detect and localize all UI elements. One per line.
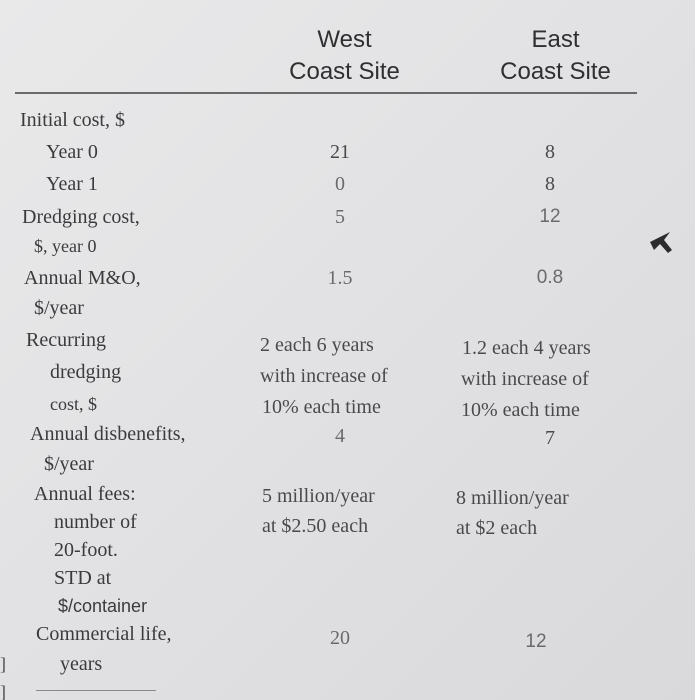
west-coast-column-header: [262, 24, 427, 88]
initial-cost-label: Initial cost, $: [20, 109, 125, 131]
east-coast-column-header: [478, 24, 633, 88]
life-west-value: 20: [330, 627, 350, 649]
dredging-east-value: 12: [539, 206, 561, 227]
left-edge-mark: ]: [0, 654, 6, 674]
disbenefits-east-value: 7: [545, 427, 555, 449]
recurring-west-line2: with increase of: [260, 365, 388, 387]
recurring-cost-label: cost, $: [50, 394, 97, 414]
year1-west-value: 0: [335, 173, 345, 195]
recurring-label: Recurring: [26, 329, 106, 351]
recurring-east-line1: 1.2 each 4 years: [462, 337, 591, 359]
west-header-line1: West: [317, 26, 372, 53]
annual-mo-unit-label: $/year: [34, 297, 84, 319]
annual-mo-west-value: 1.5: [327, 267, 353, 289]
recurring-dredging-label: dredging: [50, 361, 122, 383]
left-edge-mark-2: ]: [0, 682, 6, 700]
life-east-value: 12: [525, 631, 547, 652]
fees-west-line1: 5 million/year: [262, 485, 375, 507]
annual-mo-label: Annual M&O,: [24, 267, 141, 289]
commercial-life-unit-label: years: [60, 653, 103, 675]
fees-west-line2: at $2.50 each: [262, 515, 369, 537]
east-header-line1: East: [531, 26, 580, 53]
fees-east-line2: at $2 each: [456, 517, 538, 539]
dredging-west-value: 5: [335, 206, 345, 228]
recurring-west-line3: 10% each time: [262, 396, 381, 418]
header-rule: [15, 92, 637, 94]
dredging-cost-unit-label: $, year 0: [34, 236, 97, 256]
annual-fees-label: Annual fees:: [34, 483, 136, 505]
disbenefits-west-value: 4: [335, 425, 345, 447]
annual-mo-east-value: 0.8: [536, 267, 564, 288]
year0-west-value: 21: [330, 141, 350, 163]
year1-east-value: 8: [545, 173, 555, 195]
annual-fees-container-label: 20-foot.: [54, 539, 118, 561]
west-header-line2: Coast Site: [289, 58, 400, 85]
year0-east-value: 8: [545, 141, 555, 163]
recurring-east-line3: 10% each time: [461, 399, 580, 421]
annual-fees-unit-label: $/container: [58, 596, 148, 616]
recurring-west-line1: 2 each 6 years: [260, 334, 374, 356]
dredging-cost-label: Dredging cost,: [22, 206, 140, 228]
arrow-cursor-icon: [648, 228, 674, 258]
disbenefits-unit-label: $/year: [44, 453, 94, 475]
disbenefits-label: Annual disbenefits,: [30, 423, 186, 445]
year0-label: Year 0: [46, 141, 98, 163]
recurring-east-line2: with increase of: [461, 368, 589, 390]
annual-fees-std-label: STD at: [54, 567, 112, 589]
bottom-rule: [36, 690, 156, 691]
annual-fees-number-label: number of: [54, 511, 137, 533]
fees-east-line1: 8 million/year: [456, 487, 569, 509]
east-header-line2: Coast Site: [500, 58, 611, 85]
year1-label: Year 1: [46, 173, 98, 195]
commercial-life-label: Commercial life,: [36, 623, 172, 645]
